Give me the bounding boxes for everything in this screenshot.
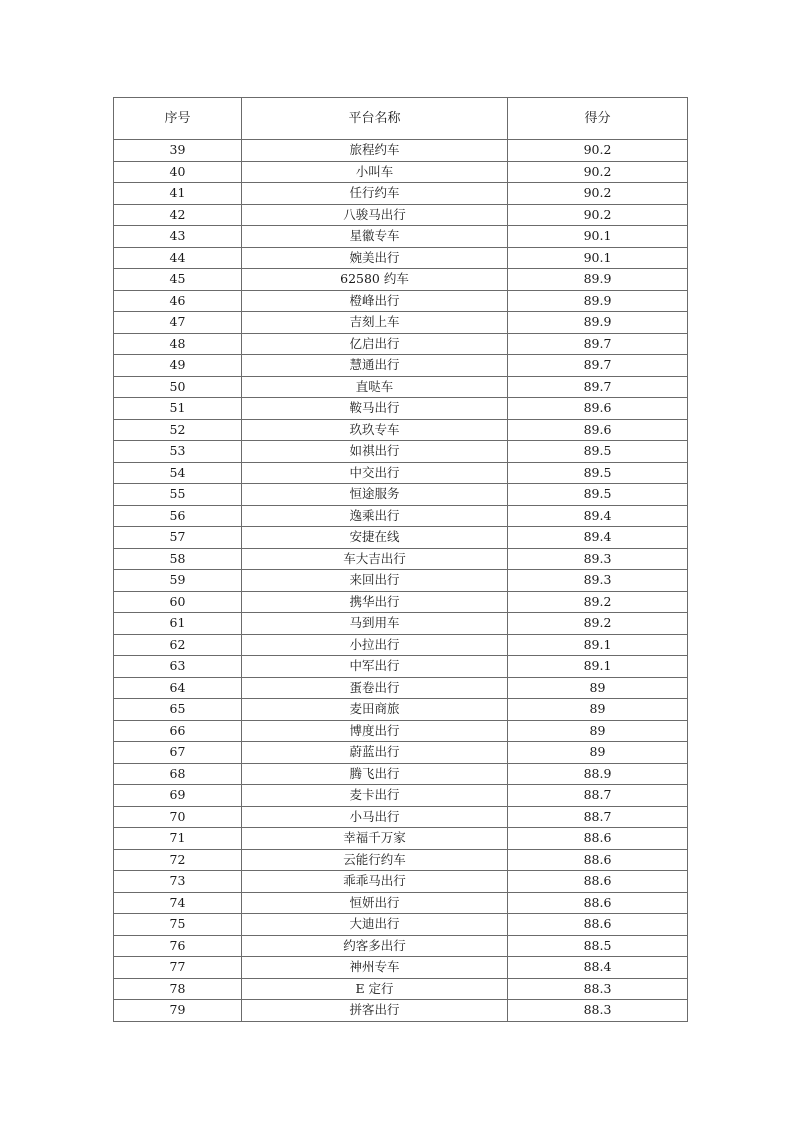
cell-platform-name: 小叫车 xyxy=(242,161,508,183)
cell-score: 88.6 xyxy=(508,892,688,914)
cell-score: 89.6 xyxy=(508,398,688,420)
cell-index: 45 xyxy=(114,269,242,291)
cell-platform-name: 博度出行 xyxy=(242,720,508,742)
table-row xyxy=(114,548,688,570)
cell-index: 66 xyxy=(114,720,242,742)
cell-index: 49 xyxy=(114,355,242,377)
cell-index: 46 xyxy=(114,290,242,312)
cell-index: 57 xyxy=(114,527,242,549)
cell-index: 55 xyxy=(114,484,242,506)
cell-score: 89.7 xyxy=(508,333,688,355)
cell-index: 58 xyxy=(114,548,242,570)
cell-index: 39 xyxy=(114,140,242,162)
table-row xyxy=(114,871,688,893)
cell-platform-name: 亿启出行 xyxy=(242,333,508,355)
cell-score: 89.6 xyxy=(508,419,688,441)
table-row xyxy=(114,742,688,764)
cell-score: 89.3 xyxy=(508,570,688,592)
table-row xyxy=(114,785,688,807)
cell-index: 73 xyxy=(114,871,242,893)
table-row xyxy=(114,462,688,484)
cell-platform-name: 八骏马出行 xyxy=(242,204,508,226)
cell-score: 89.7 xyxy=(508,376,688,398)
cell-score: 89.4 xyxy=(508,505,688,527)
cell-index: 72 xyxy=(114,849,242,871)
table-row xyxy=(114,978,688,1000)
cell-index: 71 xyxy=(114,828,242,850)
cell-platform-name: 携华出行 xyxy=(242,591,508,613)
cell-score: 89.2 xyxy=(508,591,688,613)
cell-index: 53 xyxy=(114,441,242,463)
cell-platform-name: 来回出行 xyxy=(242,570,508,592)
cell-platform-name: 约客多出行 xyxy=(242,935,508,957)
cell-index: 47 xyxy=(114,312,242,334)
table-row xyxy=(114,269,688,291)
cell-score: 88.4 xyxy=(508,957,688,979)
table-row xyxy=(114,484,688,506)
cell-score: 89.5 xyxy=(508,441,688,463)
cell-platform-name: 玖玖专车 xyxy=(242,419,508,441)
cell-index: 52 xyxy=(114,419,242,441)
cell-platform-name: 橙峰出行 xyxy=(242,290,508,312)
cell-score: 89.9 xyxy=(508,269,688,291)
cell-platform-name: 拼客出行 xyxy=(242,1000,508,1022)
cell-score: 90.1 xyxy=(508,226,688,248)
cell-platform-name: 逸乘出行 xyxy=(242,505,508,527)
cell-index: 59 xyxy=(114,570,242,592)
cell-index: 61 xyxy=(114,613,242,635)
cell-index: 77 xyxy=(114,957,242,979)
cell-score: 88.6 xyxy=(508,871,688,893)
cell-index: 63 xyxy=(114,656,242,678)
cell-platform-name: 乖乖马出行 xyxy=(242,871,508,893)
cell-index: 62 xyxy=(114,634,242,656)
header-index: 序号 xyxy=(114,98,242,140)
cell-score: 90.2 xyxy=(508,204,688,226)
table-row xyxy=(114,505,688,527)
table-row xyxy=(114,763,688,785)
table-row xyxy=(114,140,688,162)
table-body xyxy=(114,140,688,1022)
table-row xyxy=(114,656,688,678)
cell-platform-name: E 定行 xyxy=(242,978,508,1000)
header-row xyxy=(114,98,688,140)
cell-platform-name: 鞍马出行 xyxy=(242,398,508,420)
table-row xyxy=(114,204,688,226)
cell-score: 88.6 xyxy=(508,828,688,850)
cell-index: 79 xyxy=(114,1000,242,1022)
cell-platform-name: 吉刻上车 xyxy=(242,312,508,334)
cell-platform-name: 中交出行 xyxy=(242,462,508,484)
cell-platform-name: 如祺出行 xyxy=(242,441,508,463)
cell-index: 48 xyxy=(114,333,242,355)
ranking-table xyxy=(113,97,688,1022)
table-row xyxy=(114,247,688,269)
cell-score: 89.5 xyxy=(508,484,688,506)
cell-index: 64 xyxy=(114,677,242,699)
cell-index: 50 xyxy=(114,376,242,398)
cell-index: 51 xyxy=(114,398,242,420)
cell-score: 89.9 xyxy=(508,312,688,334)
table-row xyxy=(114,914,688,936)
cell-platform-name: 恒妍出行 xyxy=(242,892,508,914)
cell-platform-name: 慧通出行 xyxy=(242,355,508,377)
table-row xyxy=(114,161,688,183)
table-row xyxy=(114,892,688,914)
cell-platform-name: 云能行约车 xyxy=(242,849,508,871)
table-row xyxy=(114,849,688,871)
table-row xyxy=(114,699,688,721)
cell-index: 54 xyxy=(114,462,242,484)
table-row xyxy=(114,634,688,656)
cell-platform-name: 蔚蓝出行 xyxy=(242,742,508,764)
header-platform-name: 平台名称 xyxy=(242,98,508,140)
cell-platform-name: 大迪出行 xyxy=(242,914,508,936)
table-row xyxy=(114,720,688,742)
table-row xyxy=(114,806,688,828)
table-row xyxy=(114,591,688,613)
cell-index: 60 xyxy=(114,591,242,613)
table-row xyxy=(114,613,688,635)
cell-platform-name: 星徽专车 xyxy=(242,226,508,248)
cell-platform-name: 安捷在线 xyxy=(242,527,508,549)
cell-index: 74 xyxy=(114,892,242,914)
cell-index: 44 xyxy=(114,247,242,269)
cell-index: 42 xyxy=(114,204,242,226)
cell-platform-name: 直哒车 xyxy=(242,376,508,398)
table-row xyxy=(114,376,688,398)
table-row xyxy=(114,226,688,248)
cell-platform-name: 小马出行 xyxy=(242,806,508,828)
cell-platform-name: 旅程约车 xyxy=(242,140,508,162)
cell-score: 89 xyxy=(508,699,688,721)
cell-platform-name: 马到用车 xyxy=(242,613,508,635)
cell-platform-name: 任行约车 xyxy=(242,183,508,205)
table-header xyxy=(114,98,688,140)
cell-score: 90.2 xyxy=(508,140,688,162)
table-row xyxy=(114,312,688,334)
cell-platform-name: 幸福千万家 xyxy=(242,828,508,850)
cell-score: 89.4 xyxy=(508,527,688,549)
cell-score: 88.6 xyxy=(508,914,688,936)
table-row xyxy=(114,527,688,549)
cell-score: 89 xyxy=(508,720,688,742)
cell-platform-name: 神州专车 xyxy=(242,957,508,979)
cell-index: 68 xyxy=(114,763,242,785)
cell-platform-name: 蛋卷出行 xyxy=(242,677,508,699)
cell-platform-name: 恒途服务 xyxy=(242,484,508,506)
cell-index: 41 xyxy=(114,183,242,205)
header-score: 得分 xyxy=(508,98,688,140)
cell-score: 90.1 xyxy=(508,247,688,269)
cell-score: 88.9 xyxy=(508,763,688,785)
cell-index: 56 xyxy=(114,505,242,527)
cell-score: 90.2 xyxy=(508,161,688,183)
table-row xyxy=(114,333,688,355)
table-row xyxy=(114,419,688,441)
cell-score: 88.6 xyxy=(508,849,688,871)
table-row xyxy=(114,355,688,377)
table-row xyxy=(114,828,688,850)
table-row xyxy=(114,935,688,957)
table-row xyxy=(114,957,688,979)
cell-score: 89 xyxy=(508,742,688,764)
cell-score: 89.1 xyxy=(508,656,688,678)
cell-index: 75 xyxy=(114,914,242,936)
table-row xyxy=(114,1000,688,1022)
cell-platform-name: 车大吉出行 xyxy=(242,548,508,570)
cell-score: 88.3 xyxy=(508,978,688,1000)
cell-index: 65 xyxy=(114,699,242,721)
cell-score: 89.1 xyxy=(508,634,688,656)
cell-index: 40 xyxy=(114,161,242,183)
cell-index: 69 xyxy=(114,785,242,807)
cell-score: 89 xyxy=(508,677,688,699)
table-row xyxy=(114,677,688,699)
cell-platform-name: 麦田商旅 xyxy=(242,699,508,721)
cell-index: 67 xyxy=(114,742,242,764)
cell-platform-name: 小拉出行 xyxy=(242,634,508,656)
cell-platform-name: 中军出行 xyxy=(242,656,508,678)
cell-score: 89.2 xyxy=(508,613,688,635)
table-row xyxy=(114,183,688,205)
cell-score: 88.7 xyxy=(508,785,688,807)
cell-platform-name: 麦卡出行 xyxy=(242,785,508,807)
cell-index: 78 xyxy=(114,978,242,1000)
cell-score: 88.7 xyxy=(508,806,688,828)
cell-score: 88.5 xyxy=(508,935,688,957)
cell-platform-name: 62580 约车 xyxy=(242,269,508,291)
table-row xyxy=(114,398,688,420)
cell-score: 89.5 xyxy=(508,462,688,484)
cell-index: 43 xyxy=(114,226,242,248)
table-row xyxy=(114,441,688,463)
table-row xyxy=(114,570,688,592)
cell-score: 89.7 xyxy=(508,355,688,377)
cell-index: 76 xyxy=(114,935,242,957)
cell-index: 70 xyxy=(114,806,242,828)
cell-platform-name: 腾飞出行 xyxy=(242,763,508,785)
cell-score: 90.2 xyxy=(508,183,688,205)
cell-score: 89.3 xyxy=(508,548,688,570)
cell-score: 88.3 xyxy=(508,1000,688,1022)
table-row xyxy=(114,290,688,312)
cell-score: 89.9 xyxy=(508,290,688,312)
cell-platform-name: 婉美出行 xyxy=(242,247,508,269)
